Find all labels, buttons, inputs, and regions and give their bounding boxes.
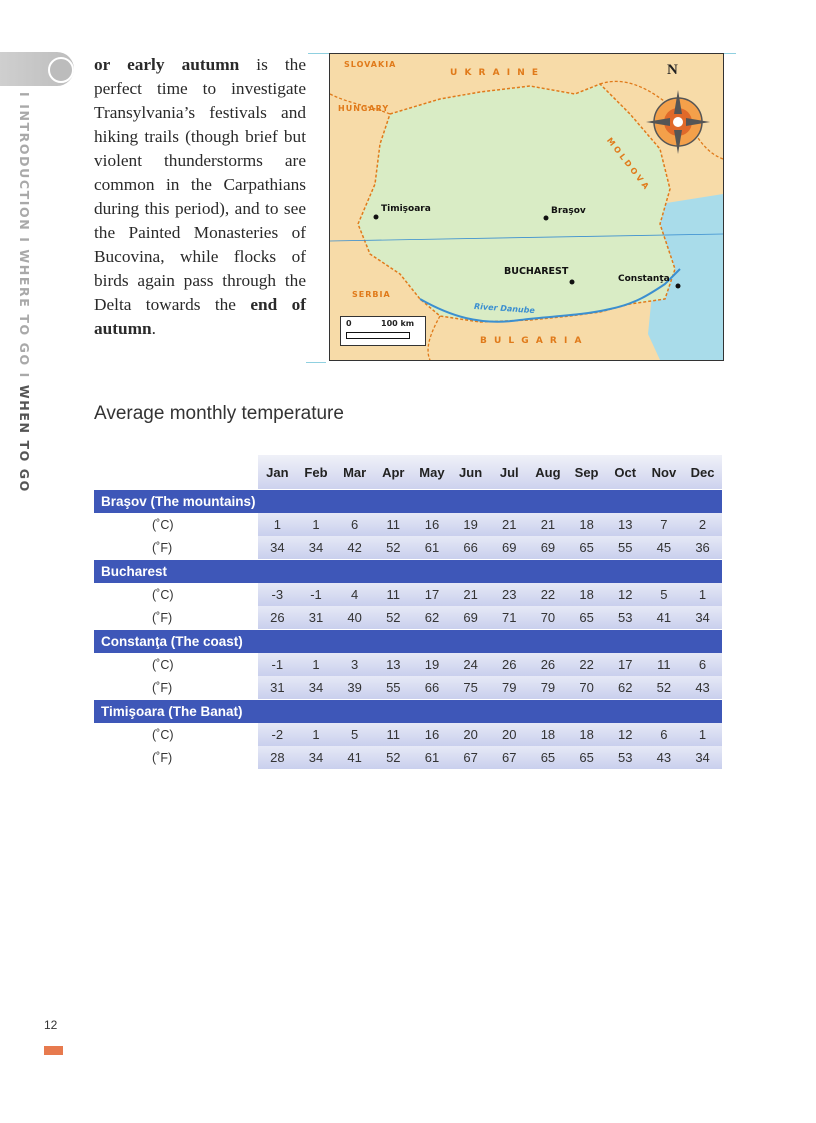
unit-label: (˚C)	[152, 657, 174, 672]
temperature-cell: 12	[606, 723, 645, 746]
unit-label: (˚C)	[152, 517, 174, 532]
chapter-tab-circle	[48, 57, 74, 83]
temperature-cell: -2	[258, 723, 297, 746]
temperature-cell: 13	[606, 513, 645, 536]
page-number: 12	[44, 1018, 58, 1032]
temperature-cell: 18	[567, 583, 606, 606]
temperature-cell: 52	[374, 536, 413, 559]
border-bulgaria	[428, 316, 440, 360]
temperature-cell: 61	[413, 536, 452, 559]
month-header: Mar	[335, 455, 374, 489]
temperature-cell: 26	[490, 653, 529, 676]
page-accent-mark	[44, 1046, 63, 1055]
temperature-cell: 18	[529, 723, 568, 746]
unit-label: (˚F)	[152, 610, 173, 625]
label-river-danube: River Danube	[473, 301, 536, 316]
unit-label: (˚F)	[152, 540, 173, 555]
temperature-cell: 1	[297, 653, 336, 676]
temperature-cell: 70	[529, 606, 568, 629]
body-lead: or early autumn	[94, 55, 240, 74]
month-header: Jan	[258, 455, 297, 489]
temperature-cell: 67	[490, 746, 529, 769]
temperature-cell: 21	[529, 513, 568, 536]
temperature-cell: 18	[567, 723, 606, 746]
temperature-cell: 34	[297, 746, 336, 769]
temperature-cell: 65	[529, 746, 568, 769]
temperature-cell: 11	[645, 653, 684, 676]
temperature-cell: 34	[297, 676, 336, 699]
temperature-cell: 22	[567, 653, 606, 676]
romania-shape	[358, 84, 675, 322]
temperature-cell: 1	[683, 723, 722, 746]
temperature-cell: 41	[645, 606, 684, 629]
city-section-header: Timişoara (The Banat)	[94, 700, 722, 723]
temperature-cell: 61	[413, 746, 452, 769]
temperature-cell: 52	[645, 676, 684, 699]
body-middle: is the perfect time to investigate Transylvania’s festivals and hiking trails (though brief but violent thunderstorms are common in the Carpathians during this period), and to see the Painted Monasteries of Bucovina, while flocks of birds again pass through the Delta towards the	[94, 55, 306, 314]
city-section-header: Constanţa (The coast)	[94, 630, 722, 653]
temperature-cell: 69	[490, 536, 529, 559]
temperature-cell: 42	[335, 536, 374, 559]
temperature-cell: 55	[374, 676, 413, 699]
temperature-cell: 52	[374, 606, 413, 629]
temperature-cell: 52	[374, 746, 413, 769]
temperature-cell: 75	[451, 676, 490, 699]
temperature-cell: 28	[258, 746, 297, 769]
temperature-cell: 36	[683, 536, 722, 559]
table-row	[94, 513, 722, 536]
month-header: Feb	[297, 455, 336, 489]
temperature-cell: -1	[297, 583, 336, 606]
temperature-cell: 62	[606, 676, 645, 699]
temperature-cell: 11	[374, 583, 413, 606]
body-paragraph	[94, 53, 306, 341]
label-moldova: M O L D O V A	[604, 136, 651, 191]
temperature-cell: 65	[567, 606, 606, 629]
unit-label: (˚F)	[152, 750, 173, 765]
label-slovakia: SLOVAKIA	[344, 60, 397, 69]
temperature-cell: 62	[413, 606, 452, 629]
table-row	[94, 746, 722, 769]
dot-constanta	[676, 284, 681, 289]
city-constanta: Constanţa	[618, 274, 670, 284]
temperature-cell: 17	[413, 583, 452, 606]
temperature-cell: 69	[451, 606, 490, 629]
temperature-cell: 13	[374, 653, 413, 676]
temperature-cell: 1	[258, 513, 297, 536]
month-header: Dec	[683, 455, 722, 489]
temperature-cell: -3	[258, 583, 297, 606]
header-section-2: I WHERE TO GO	[17, 237, 32, 367]
temperature-cell: 26	[258, 606, 297, 629]
temperature-cell: 1	[297, 723, 336, 746]
temperature-cell: 53	[606, 746, 645, 769]
temperature-cell: 34	[683, 746, 722, 769]
temperature-cell: 7	[645, 513, 684, 536]
city-bucharest: BUCHAREST	[504, 266, 569, 277]
dot-brasov	[544, 216, 549, 221]
temperature-cell: 2	[683, 513, 722, 536]
scale-bar	[346, 332, 410, 339]
temperature-cell: 20	[451, 723, 490, 746]
temperature-cell: 70	[567, 676, 606, 699]
temperature-cell: 79	[490, 676, 529, 699]
table-row	[94, 536, 722, 559]
month-header: Aug	[529, 455, 568, 489]
month-header: Oct	[606, 455, 645, 489]
temperature-cell: 66	[451, 536, 490, 559]
header-section-1: I INTRODUCTION	[17, 92, 32, 232]
header-blank	[94, 455, 258, 489]
city-section-header: Bucharest	[94, 560, 722, 583]
temperature-cell: 23	[490, 583, 529, 606]
temperature-cell: 26	[529, 653, 568, 676]
temperature-cell: 1	[297, 513, 336, 536]
table-title: Average monthly temperature	[94, 403, 344, 424]
temperature-cell: 4	[335, 583, 374, 606]
label-bulgaria: B U L G A R I A	[480, 336, 584, 346]
label-hungary: HUNGARY	[338, 104, 390, 113]
label-serbia: SERBIA	[352, 290, 391, 299]
temperature-cell: 34	[683, 606, 722, 629]
temperature-cell: 43	[683, 676, 722, 699]
temperature-cell: 34	[297, 536, 336, 559]
temperature-cell: 5	[335, 723, 374, 746]
temperature-cell: 43	[645, 746, 684, 769]
romania-map	[329, 53, 724, 361]
month-header: Apr	[374, 455, 413, 489]
unit-label: (˚F)	[152, 680, 173, 695]
temperature-cell: -1	[258, 653, 297, 676]
temperature-cell: 19	[413, 653, 452, 676]
body-tail: end of autumn	[94, 295, 306, 338]
table-row	[94, 653, 722, 676]
table-row	[94, 583, 722, 606]
table-row	[94, 606, 722, 629]
unit-label: (˚C)	[152, 587, 174, 602]
temperature-cell: 6	[645, 723, 684, 746]
temperature-cell: 18	[567, 513, 606, 536]
dot-bucharest	[570, 280, 575, 285]
scale-zero: 0	[346, 319, 352, 328]
temperature-cell: 66	[413, 676, 452, 699]
temperature-cell: 55	[606, 536, 645, 559]
city-timisoara: Timişoara	[381, 204, 431, 214]
temperature-cell: 31	[297, 606, 336, 629]
table-row	[94, 723, 722, 746]
temperature-cell: 79	[529, 676, 568, 699]
month-header: Jul	[490, 455, 529, 489]
month-header: Sep	[567, 455, 606, 489]
temperature-cell: 22	[529, 583, 568, 606]
city-brasov: Braşov	[551, 206, 586, 216]
header-current-section: WHEN TO GO	[17, 384, 32, 493]
dot-timisoara	[374, 215, 379, 220]
temperature-cell: 19	[451, 513, 490, 536]
temperature-cell: 17	[606, 653, 645, 676]
temperature-cell: 65	[567, 536, 606, 559]
temperature-cell: 40	[335, 606, 374, 629]
scale-100km: 100 km	[381, 319, 415, 328]
temperature-cell: 12	[606, 583, 645, 606]
temperature-cell: 16	[413, 513, 452, 536]
table-row	[94, 676, 722, 699]
temperature-cell: 41	[335, 746, 374, 769]
map-scale	[340, 316, 426, 346]
body-end: .	[151, 319, 156, 338]
compass-north: N	[667, 62, 678, 78]
bottom-rule	[306, 362, 326, 363]
temperature-cell: 53	[606, 606, 645, 629]
temperature-cell: 20	[490, 723, 529, 746]
temperature-cell: 11	[374, 513, 413, 536]
temperature-cell: 69	[529, 536, 568, 559]
running-header	[14, 92, 32, 493]
month-header: Jun	[451, 455, 490, 489]
temperature-cell: 34	[258, 536, 297, 559]
temperature-cell: 21	[451, 583, 490, 606]
temperature-cell: 67	[451, 746, 490, 769]
temperature-cell: 1	[683, 583, 722, 606]
temperature-table	[94, 455, 722, 769]
temperature-cell: 21	[490, 513, 529, 536]
temperature-cell: 71	[490, 606, 529, 629]
label-ukraine: U K R A I N E	[450, 68, 541, 78]
month-header: Nov	[645, 455, 684, 489]
temperature-cell: 24	[451, 653, 490, 676]
temperature-cell: 45	[645, 536, 684, 559]
temperature-cell: 31	[258, 676, 297, 699]
temperature-cell: 16	[413, 723, 452, 746]
table-header-row	[94, 455, 722, 489]
unit-label: (˚C)	[152, 727, 174, 742]
temperature-cell: 5	[645, 583, 684, 606]
temperature-cell: 6	[683, 653, 722, 676]
header-section-3: I	[17, 372, 32, 379]
city-section-header: Braşov (The mountains)	[94, 490, 722, 513]
month-header: May	[413, 455, 452, 489]
temperature-cell: 65	[567, 746, 606, 769]
temperature-cell: 11	[374, 723, 413, 746]
temperature-cell: 3	[335, 653, 374, 676]
temperature-cell: 39	[335, 676, 374, 699]
temperature-cell: 6	[335, 513, 374, 536]
